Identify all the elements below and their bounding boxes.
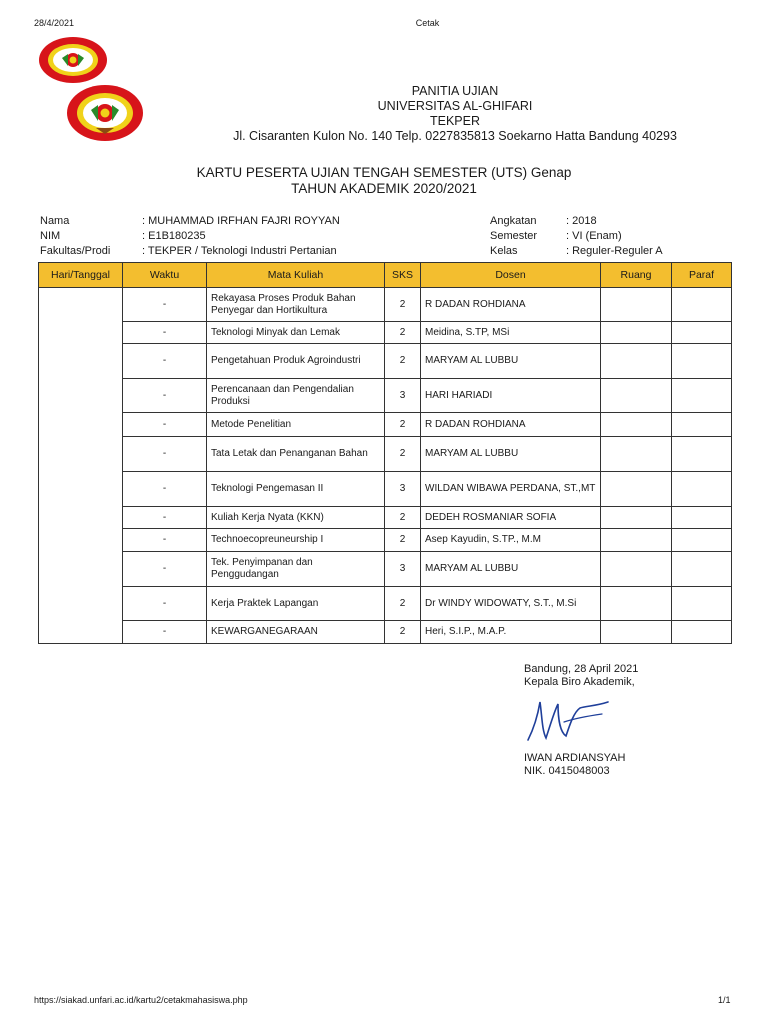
angkatan-label: Angkatan [490,215,537,227]
day-cell [39,288,123,644]
cell-sks: 3 [385,472,421,507]
cell-ruang [601,413,672,437]
cell-paraf [672,379,732,413]
cell-sks: 2 [385,587,421,621]
table-row [39,344,732,379]
cell-dosen: MARYAM AL LUBBU [421,552,601,587]
table-row [39,288,732,322]
cell-waktu: - [123,472,207,507]
cell-mata-kuliah: Kerja Praktek Lapangan [207,587,385,621]
cell-sks: 3 [385,379,421,413]
table-row [39,529,732,552]
handwritten-signature [516,692,616,757]
cell-sks: 2 [385,288,421,322]
nim-value: : E1B180235 [142,230,206,242]
cell-ruang [601,587,672,621]
cell-dosen: HARI HARIADI [421,379,601,413]
cell-dosen: Dr WINDY WIDOWATY, S.T., M.Si [421,587,601,621]
cell-sks: 3 [385,552,421,587]
table-row [39,507,732,529]
cell-sks: 2 [385,529,421,552]
cell-paraf [672,507,732,529]
card-title: KARTU PESERTA UJIAN TENGAH SEMESTER (UTS) Genap [196,165,572,180]
cell-waktu: - [123,587,207,621]
university-name: UNIVERSITAS AL-GHIFARI [377,99,533,113]
university-seal-icon [38,36,108,89]
table-row [39,552,732,587]
print-url: https://siakad.unfari.ac.id/kartu2/cetakmahasiswa.php [34,995,248,1005]
cell-waktu: - [123,322,207,344]
cell-ruang [601,507,672,529]
cell-ruang [601,437,672,472]
header-ruang: Ruang [601,263,672,288]
cell-ruang [601,379,672,413]
cell-waktu: - [123,413,207,437]
signatory-nik: NIK. 0415048003 [524,765,610,777]
print-title: Cetak [415,18,440,28]
faculty-seal-icon [66,84,144,147]
faculty-label: Fakultas/Prodi [40,245,111,257]
cell-ruang [601,552,672,587]
cell-waktu: - [123,437,207,472]
semester-value: : VI (Enam) [566,230,622,242]
cell-mata-kuliah: Perencanaan dan Pengendalian Produksi [207,379,385,413]
cell-paraf [672,552,732,587]
exam-schedule-table [38,262,732,644]
cell-dosen: MARYAM AL LUBBU [421,344,601,379]
signature-position: Kepala Biro Akademik, [524,676,635,688]
table-row [39,437,732,472]
cell-paraf [672,621,732,644]
cell-dosen: Meidina, S.TP, MSi [421,322,601,344]
cell-paraf [672,437,732,472]
nim-label: NIM [40,230,61,242]
header-mata-kuliah: Mata Kuliah [207,263,385,288]
semester-label: Semester [490,230,538,242]
table-header-row [39,263,732,288]
cell-dosen: DEDEH ROSMANIAR SOFIA [421,507,601,529]
cell-dosen: WILDAN WIBAWA PERDANA, ST.,MT [421,472,601,507]
signatory-name: IWAN ARDIANSYAH [524,752,626,764]
cell-mata-kuliah: Technoecopreuneurship I [207,529,385,552]
header-waktu: Waktu [123,263,207,288]
faculty-value: : TEKPER / Teknologi Industri Pertanian [142,245,337,257]
cell-paraf [672,587,732,621]
kelas-value: : Reguler-Reguler A [566,245,663,257]
cell-dosen: R DADAN ROHDIANA [421,288,601,322]
cell-paraf [672,344,732,379]
cell-dosen: Heri, S.I.P., M.A.P. [421,621,601,644]
table-row [39,587,732,621]
cell-sks: 2 [385,413,421,437]
cell-waktu: - [123,379,207,413]
table-row [39,621,732,644]
cell-paraf [672,472,732,507]
cell-ruang [601,288,672,322]
cell-mata-kuliah: Metode Penelitian [207,413,385,437]
academic-year: TAHUN AKADEMIK 2020/2021 [291,181,477,196]
name-label: Nama [40,215,70,227]
cell-mata-kuliah: Tata Letak dan Penanganan Bahan [207,437,385,472]
cell-sks: 2 [385,344,421,379]
cell-waktu: - [123,552,207,587]
header-dosen: Dosen [421,263,601,288]
table-row [39,379,732,413]
cell-waktu: - [123,288,207,322]
cell-dosen: Asep Kayudin, S.TP., M.M [421,529,601,552]
cell-paraf [672,288,732,322]
cell-paraf [672,322,732,344]
table-row [39,472,732,507]
header-paraf: Paraf [672,263,732,288]
cell-waktu: - [123,507,207,529]
cell-mata-kuliah: Teknologi Minyak dan Lemak [207,322,385,344]
cell-mata-kuliah: Teknologi Pengemasan II [207,472,385,507]
cell-ruang [601,472,672,507]
print-page-number: 1/1 [718,995,731,1005]
header-hari-tanggal: Hari/Tanggal [39,263,123,288]
kelas-label: Kelas [490,245,518,257]
faculty-name: TEKPER [429,114,480,128]
cell-sks: 2 [385,322,421,344]
cell-mata-kuliah: KEWARGANEGARAAN [207,621,385,644]
header-sks: SKS [385,263,421,288]
cell-dosen: R DADAN ROHDIANA [421,413,601,437]
cell-dosen: MARYAM AL LUBBU [421,437,601,472]
table-row [39,413,732,437]
cell-waktu: - [123,621,207,644]
angkatan-value: : 2018 [566,215,597,227]
institution-address: Jl. Cisaranten Kulon No. 140 Telp. 0227835813 Soekarno Hatta Bandung 40293 [233,129,677,143]
cell-sks: 2 [385,507,421,529]
name-value: : MUHAMMAD IRFHAN FAJRI ROYYAN [142,215,340,227]
signature-place-date: Bandung, 28 April 2021 [524,663,639,675]
cell-mata-kuliah: Rekayasa Proses Produk Bahan Penyegar dan Hortikultura [207,288,385,322]
cell-ruang [601,529,672,552]
committee-name: PANITIA UJIAN [411,84,499,98]
cell-mata-kuliah: Tek. Penyimpanan dan Penggudangan [207,552,385,587]
cell-sks: 2 [385,437,421,472]
cell-mata-kuliah: Pengetahuan Produk Agroindustri [207,344,385,379]
table-row [39,322,732,344]
cell-sks: 2 [385,621,421,644]
cell-paraf [672,529,732,552]
cell-mata-kuliah: Kuliah Kerja Nyata (KKN) [207,507,385,529]
cell-paraf [672,413,732,437]
cell-ruang [601,322,672,344]
cell-ruang [601,344,672,379]
cell-waktu: - [123,344,207,379]
cell-waktu: - [123,529,207,552]
cell-ruang [601,621,672,644]
print-date: 28/4/2021 [34,18,75,28]
